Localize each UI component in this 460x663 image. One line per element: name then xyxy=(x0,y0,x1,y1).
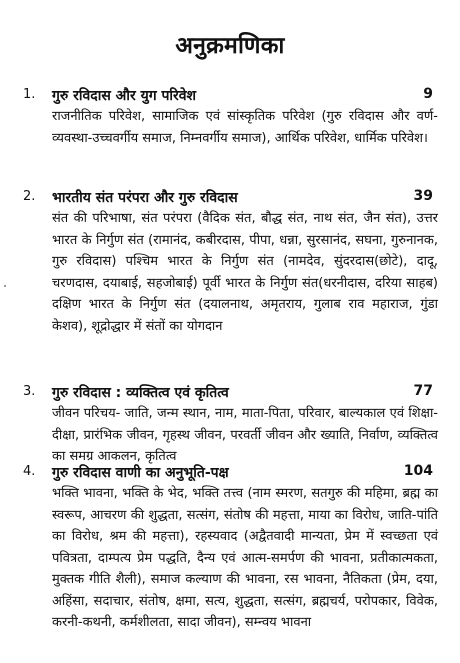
chapter-page-number: 39 xyxy=(413,188,433,204)
chapter-entry-4 xyxy=(0,461,460,634)
chapter-page-number: 9 xyxy=(423,86,433,102)
chapter-number: 3. xyxy=(23,384,36,399)
chapter-title: गुरु रविदास : व्यक्तित्व एवं कृतित्व xyxy=(52,385,229,401)
chapter-number: 4. xyxy=(23,464,36,479)
chapter-description: जीवन परिचय- जाति, जन्म स्थान, नाम, माता-पिता, परिवार, बाल्यकाल एवं शिक्षा-दीक्षा, प्रारंभिक जीवन, गृहस्थ जीवन, परवर्ती जीवन और ख्याति, निर्वाण, व्यक्तित्व का समग्र आकलन, कृतित्व xyxy=(52,406,438,464)
chapter-title: भारतीय संत परंपरा और गुरु रविदास xyxy=(52,190,238,206)
chapter-title: गुरु रविदास और युग परिवेश xyxy=(52,88,197,104)
chapter-entry-2 xyxy=(0,186,460,337)
page-title: अनुक्रमणिका xyxy=(175,33,285,59)
chapter-heading xyxy=(0,461,460,483)
chapter-page-number: 77 xyxy=(413,383,433,399)
chapter-heading xyxy=(0,381,460,403)
chapter-heading xyxy=(0,84,460,106)
margin-speck xyxy=(4,285,6,287)
chapter-description: संत की परिभाषा, संत परंपरा (वैदिक संत, बौद्ध संत, नाथ संत, जैन संत), उत्तर भारत के निर्गुण संत (रामानंद, कबीरदास, पीपा, धन्ना, सुरसानंद, सघना, गुरुनानक, गुरु रविदास) पश्चिम भारत के निर्गुण संत (नामदेव, सुंदरदास(छोटे), दादू, चरणदास, दयाबाई, सहजोबाई) पूर्वी भारत के निर्गुण संत(धरनीदास, दरिया साहब) दक्षिण भारत के निर्गुण संत (दयालनाथ, अमृतराय, गुलाब राव महाराज, गुंडा केशव), शूद्रोद्धार में संतों का योगदान xyxy=(52,211,438,334)
chapter-entry-3 xyxy=(0,381,460,468)
chapter-page-number: 104 xyxy=(403,463,433,479)
chapter-title: गुरु रविदास वाणी का अनुभूति-पक्ष xyxy=(52,465,229,481)
chapter-number: 2. xyxy=(23,189,36,204)
chapter-description: भक्ति भावना, भक्ति के भेद, भक्ति तत्त्व (नाम स्मरण, सतगुरु की महिमा, ब्रह्म का स्वरूप, आचरण की शुद्धता, सत्संग, संतोष की महत्ता, माया का विरोध, जाति-पांति का विरोध, श्रम की महत्ता), रहस्यवाद (अद्वैतवादी मान्यता, प्रेम में स्वच्छता एवं पवित्रता, दाम्पत्य प्रेम पद्धति, दैन्य एवं आत्म-समर्पण की भावना, प्रतीकात्मकता, मुक्तक गीति शैली), समाज कल्याण की भावना, रस भावना, नैतिकता (प्रेम, दया, अहिंसा, सदाचार, संतोष, क्षमा, सत्य, शुद्धता, सत्संग, ब्रह्मचर्य, परोपकार, विवेक, करनी-कथनी, कर्मशीलता, सादा जीवन), सम्न्वय भावना xyxy=(52,486,438,630)
chapter-heading xyxy=(0,186,460,208)
chapter-entry-1 xyxy=(0,84,460,149)
chapter-description: राजनीतिक परिवेश, सामाजिक एवं सांस्कृतिक परिवेश (गुरु रविदास और वर्ण-व्यवस्था-उच्चवर्गीय समाज, निम्नवर्गीय समाज), आर्थिक परिवेश, धार्मिक परिवेश। xyxy=(52,109,438,146)
chapter-number: 1. xyxy=(23,87,36,102)
